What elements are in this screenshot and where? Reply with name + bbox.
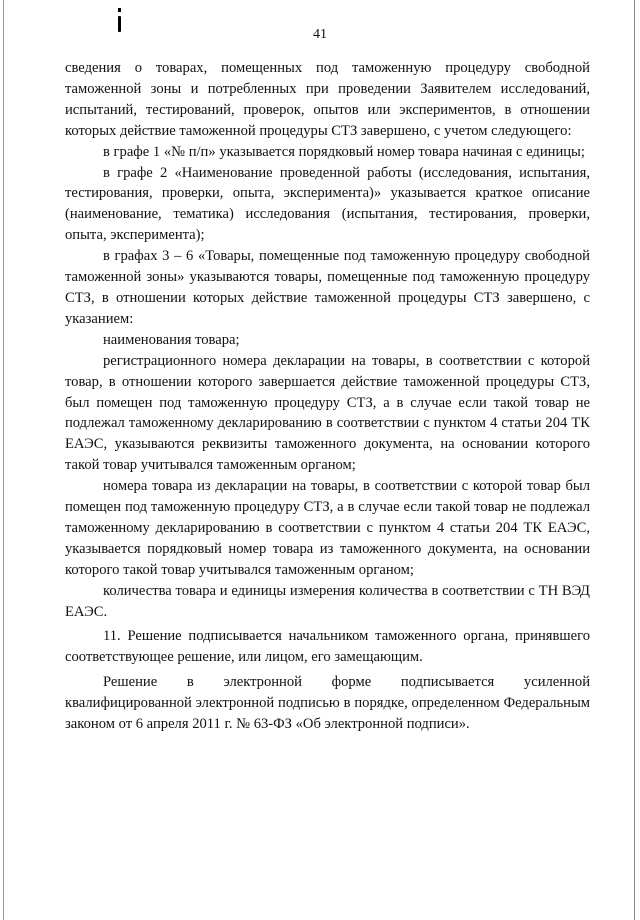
scan-mark-dot: [118, 8, 121, 12]
paragraph-electronic-signature: Решение в электронной форме подписывается усиленной квалифицированной электронной подписью в порядке, определенном Федеральным законом от 6 апреля 2011 г. № 63-ФЗ «Об электронной подписи».: [65, 674, 590, 733]
paragraph-declaration-number: регистрационного номера декларации на товары, в соответствии с которой товар, в отношении которого завершается действие таможенной процедуры СТЗ, был помещен под таможенную процедуру СТЗ, а в случае если такой товар не подлежал таможенному декларированию в соответствии с пунктом 4 статьи 204 ТК ЕАЭС, указываются реквизиты таможенного документа, на основании которого такой товар учитывался таможенным органом;: [65, 352, 590, 474]
document-body: [65, 58, 590, 735]
paragraph-intro: сведения о товарах, помещенных под таможенную процедуру свободной таможенной зоны и потребленных при проведении Заявителем исследований, испытаний, тестирований, проверок, опытов или экспериментов, в отношении которых действие таможенной процедуры СТЗ завершено, с учетом следующего:: [65, 60, 590, 139]
paragraph-goods-number: номера товара из декларации на товары, в соответствии с которой товар был помещен под таможенную процедуру СТЗ, а в случае если такой товар не подлежал таможенному декларированию в соответствии с пунктом 4 статьи 204 ТК ЕАЭС, указывается порядковый номер товара из таможенного документа, на основании которого такой товар учитывался таможенным органом;: [65, 478, 590, 578]
paragraph-goods-name: наименования товара;: [103, 331, 240, 348]
paragraph-item-11: 11. Решение подписывается начальником таможенного органа, принявшего соответствующее решение, или лицом, его замещающим.: [65, 628, 590, 666]
paragraph-quantity: количества товара и единицы измерения количества в соответствии с ТН ВЭД ЕАЭС.: [65, 582, 590, 620]
page-number: 41: [313, 27, 327, 42]
paragraph-column-1: в графе 1 «№ п/п» указывается порядковый номер товара начиная с единицы;: [103, 143, 585, 160]
scan-edge-left: [3, 0, 4, 920]
scan-edge-right: [634, 0, 635, 920]
paragraph-column-2: в графе 2 «Наименование проведенной работы (исследования, испытания, тестирования, проверки, опыта, эксперимента)» указывается краткое описание (наименование, тематика) исследования (испытания, тестирования, проверки, опыта, эксперимента);: [65, 164, 590, 244]
paragraph-columns-3-6: в графах 3 – 6 «Товары, помещенные под таможенную процедуру свободной таможенной зоны» указываются товары, помещенные под таможенную процедуру СТЗ, в отношении которых действие таможенной процедуры СТЗ завершено, с указанием:: [65, 248, 590, 327]
